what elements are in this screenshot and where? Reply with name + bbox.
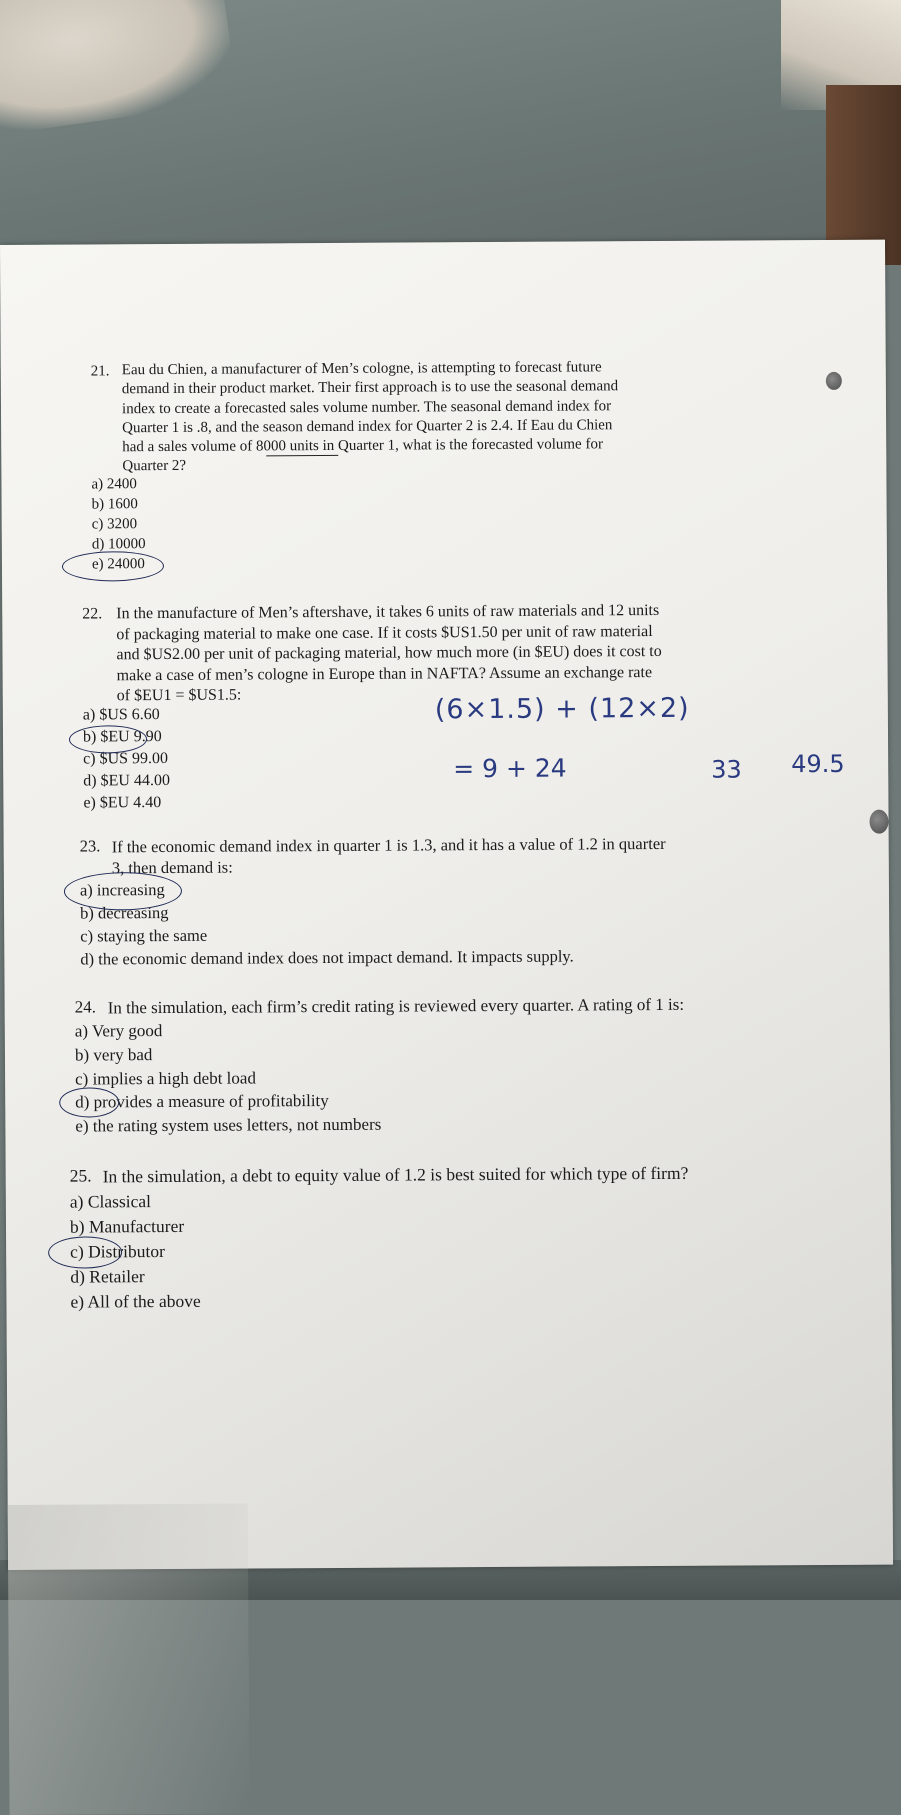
option-22b[interactable]: b) $EU 9.90	[82, 728, 162, 746]
option-21e[interactable]: e) 24000	[91, 556, 145, 573]
question-25	[69, 1161, 850, 1187]
answer-circle-25	[48, 1236, 122, 1268]
question-number: 21.	[90, 363, 110, 380]
option-25c[interactable]: c) Distributor	[70, 1241, 165, 1262]
wooden-door	[826, 85, 901, 265]
question-number: 24.	[74, 997, 96, 1017]
option-24d[interactable]: d) provides a measure of profitability	[75, 1091, 329, 1112]
question-number: 22.	[82, 605, 103, 623]
question-text: If the economic demand index in quarter 1 is 1.3, and it has a value of 1.2 in quarter 3, then demand is:	[111, 833, 666, 878]
option-25b[interactable]: b) Manufacturer	[69, 1215, 185, 1237]
question-21	[90, 357, 811, 475]
question-text: Eau du Chien, a manufacturer of Men’s cologne, is attempting to forecast future demand in their product market. Their first approach is to use the seasonal demand index to create a forecasted sales volume number. The seasonal demand index for Quarter 1 is .8, and the season demand index for Quarter 2 is 2.4. If Eau du Chien had a sales volume of 8000 units in Quarter 1, what is the forecasted volume for Quarter 2?	[121, 359, 619, 475]
option-25e[interactable]: e) All of the above	[70, 1290, 201, 1312]
exam-page	[0, 240, 893, 1570]
option-23c[interactable]: c) staying the same	[80, 925, 208, 946]
handwritten-result-1: 33	[711, 755, 742, 784]
option-22d[interactable]: d) $EU 44.00	[83, 771, 170, 790]
question-number: 23.	[79, 836, 101, 856]
handwritten-result-2: 49.5	[791, 749, 845, 779]
option-23a[interactable]: a) increasing	[79, 880, 165, 900]
option-23b[interactable]: b) decreasing	[80, 902, 169, 923]
page-shadow	[8, 1504, 250, 1815]
question-23	[79, 832, 820, 878]
option-21c[interactable]: c) 3200	[91, 516, 138, 533]
option-24e[interactable]: e) the rating system uses letters, not numbers	[75, 1114, 382, 1136]
option-24c[interactable]: c) implies a high debt load	[75, 1068, 256, 1089]
option-25d[interactable]: d) Retailer	[70, 1266, 145, 1287]
option-21b[interactable]: b) 1600	[91, 496, 138, 513]
option-24a[interactable]: a) Very good	[74, 1021, 163, 1041]
question-22	[82, 600, 802, 705]
punch-hole-middle	[869, 810, 888, 834]
option-22c[interactable]: c) $US 99.00	[83, 749, 169, 768]
question-24	[74, 993, 835, 1018]
answer-circle-21	[62, 551, 164, 582]
handwritten-calculation-line-1: (6×1.5) + (12×2)	[434, 692, 690, 726]
question-text: In the simulation, each firm’s credit rating is reviewed every quarter. A rating of 1 is:	[107, 994, 685, 1018]
option-21d[interactable]: d) 10000	[91, 536, 146, 553]
option-22e[interactable]: e) $EU 4.40	[83, 794, 162, 812]
question-text: In the simulation, a debt to equity value of 1.2 is best suited for which type of firm?	[102, 1162, 689, 1187]
handwritten-calculation-line-2: = 9 + 24	[453, 753, 567, 784]
option-21a[interactable]: a) 2400	[91, 476, 137, 493]
question-text: In the manufacture of Men’s aftershave, it takes 6 units of raw materials and 12 units of packaging material to make one case. If it costs $US1.50 per unit of raw material and $US2.00 per unit of packaging material, how much more (in $EU) does it cost to make a case of men’s cologne in Europe than in NAFTA? Assume an exchange rate of $EU1 = $US1.5:	[116, 601, 662, 705]
option-22a[interactable]: a) $US 6.60	[82, 706, 160, 724]
punch-hole-top	[826, 372, 842, 390]
option-24b[interactable]: b) very bad	[74, 1045, 153, 1065]
option-23d[interactable]: d) the economic demand index does not impact demand. It impacts supply.	[80, 946, 574, 969]
option-25a[interactable]: a) Classical	[69, 1191, 152, 1212]
answer-circle-24	[59, 1087, 119, 1117]
question-number: 25.	[69, 1165, 92, 1186]
